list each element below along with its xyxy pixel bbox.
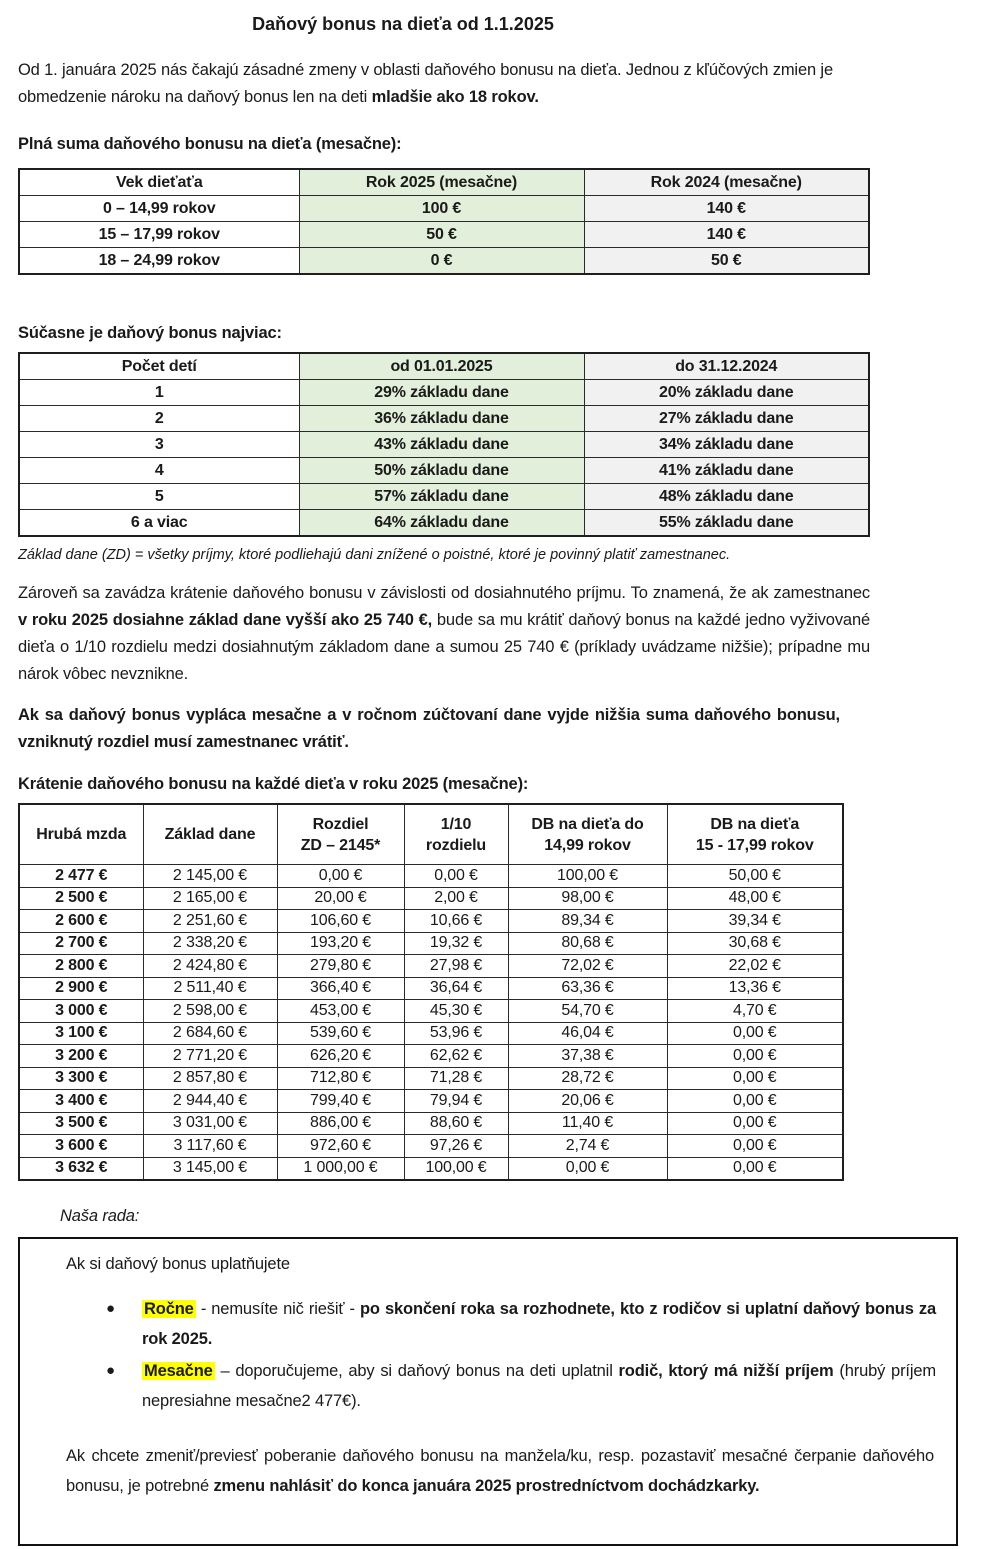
table-cell: 2 477 € bbox=[19, 865, 143, 888]
table-cell: 64% základu dane bbox=[299, 510, 584, 537]
list-item-yearly bbox=[106, 1294, 940, 1354]
table-cell: 48% základu dane bbox=[584, 484, 869, 510]
table-cell: 279,80 € bbox=[277, 955, 404, 978]
table-cell: 28,72 € bbox=[508, 1067, 667, 1090]
table-row bbox=[19, 380, 869, 406]
column-header-from-2025: od 01.01.2025 bbox=[299, 353, 584, 380]
table-cell: 100,00 € bbox=[404, 1157, 508, 1180]
table-cell: 0 € bbox=[299, 248, 584, 275]
table-row bbox=[19, 406, 869, 432]
table-row bbox=[19, 510, 869, 537]
table-cell: 63,36 € bbox=[508, 977, 667, 1000]
column-header-2024: Rok 2024 (mesačne) bbox=[584, 169, 869, 196]
table-cell: 71,28 € bbox=[404, 1067, 508, 1090]
table-cell: 3 000 € bbox=[19, 1000, 143, 1023]
tax-base-footnote: Základ dane (ZD) = všetky príjmy, ktoré podliehajú dani znížené o poistné, ktoré je povinný platiť zamestnanec. bbox=[18, 547, 731, 563]
reduction-paragraph bbox=[18, 580, 870, 688]
table-cell: 100 € bbox=[299, 196, 584, 222]
page-title: Daňový bonus na dieťa od 1.1.2025 bbox=[252, 14, 554, 34]
table-row bbox=[19, 222, 869, 248]
table-cell: 140 € bbox=[584, 196, 869, 222]
table-cell: 50,00 € bbox=[667, 865, 843, 888]
column-header-db-under-15: DB na dieťa do 14,99 rokov bbox=[508, 804, 667, 865]
table-cell: 46,04 € bbox=[508, 1022, 667, 1045]
bullet-monthly-text bbox=[142, 1356, 940, 1416]
table-cell: 57% základu dane bbox=[299, 484, 584, 510]
closing-bold-text: zmenu nahlásiť do konca januára 2025 prostredníctvom dochádzkarky. bbox=[213, 1477, 760, 1495]
table-cell: 39,34 € bbox=[667, 910, 843, 933]
table-cell: 37,38 € bbox=[508, 1045, 667, 1068]
column-header-difference: Rozdiel ZD – 2145* bbox=[277, 804, 404, 865]
table-cell: 712,80 € bbox=[277, 1067, 404, 1090]
table-row bbox=[19, 458, 869, 484]
intro-bold-text: mladšie ako 18 rokov. bbox=[371, 88, 539, 106]
table-cell: 53,96 € bbox=[404, 1022, 508, 1045]
table-cell: 27,98 € bbox=[404, 955, 508, 978]
max-bonus-table bbox=[18, 352, 870, 537]
column-header-db-15-17: DB na dieťa 15 - 17,99 rokov bbox=[667, 804, 843, 865]
advice-label: Naša rada: bbox=[60, 1207, 140, 1225]
table-row bbox=[19, 1135, 843, 1158]
table-cell: 2 944,40 € bbox=[143, 1090, 277, 1113]
highlight-yearly: Ročne bbox=[144, 1300, 194, 1318]
bullet-yearly-regular: - nemusíte nič riešiť - bbox=[195, 1300, 360, 1318]
table-cell: 1 000,00 € bbox=[277, 1157, 404, 1180]
table-cell: 3 600 € bbox=[19, 1135, 143, 1158]
table-cell: 0,00 € bbox=[667, 1067, 843, 1090]
table-cell: 41% základu dane bbox=[584, 458, 869, 484]
table-cell: 89,34 € bbox=[508, 910, 667, 933]
full-bonus-table bbox=[18, 168, 870, 275]
table-cell: 97,26 € bbox=[404, 1135, 508, 1158]
bullet-yearly-bold: po skončení roka sa rozhodnete, kto z rodičov si uplatní daňový bonus za rok 2025. bbox=[142, 1300, 936, 1348]
table-cell: 3 117,60 € bbox=[143, 1135, 277, 1158]
table-cell: 36% základu dane bbox=[299, 406, 584, 432]
table-row bbox=[19, 955, 843, 978]
table-row bbox=[19, 932, 843, 955]
closing-text: Ak chcete zmeniť/previesť poberanie daňového bonusu na manžela/ku, resp. pozastaviť mesačné čerpanie daňového bonusu, je potrebné bbox=[66, 1447, 934, 1495]
table-cell: 79,94 € bbox=[404, 1090, 508, 1113]
table-header-row bbox=[19, 353, 869, 380]
table-cell: 15 – 17,99 rokov bbox=[19, 222, 299, 248]
table-cell: 2 900 € bbox=[19, 977, 143, 1000]
table-cell: 36,64 € bbox=[404, 977, 508, 1000]
table-row bbox=[19, 1067, 843, 1090]
reduction-table bbox=[18, 803, 844, 1181]
table-cell: 2 145,00 € bbox=[143, 865, 277, 888]
table-cell: 100,00 € bbox=[508, 865, 667, 888]
table-cell: 45,30 € bbox=[404, 1000, 508, 1023]
table-cell: 140 € bbox=[584, 222, 869, 248]
column-header-gross-wage: Hrubá mzda bbox=[19, 804, 143, 865]
table-cell: 55% základu dane bbox=[584, 510, 869, 537]
table-cell: 0,00 € bbox=[667, 1090, 843, 1113]
table-cell: 886,00 € bbox=[277, 1112, 404, 1135]
table-cell: 18 – 24,99 rokov bbox=[19, 248, 299, 275]
table-cell: 626,20 € bbox=[277, 1045, 404, 1068]
table-row bbox=[19, 1157, 843, 1180]
table-cell: 4 bbox=[19, 458, 299, 484]
bullet-monthly-regular: – doporučujeme, aby si daňový bonus na deti uplatnil bbox=[214, 1362, 619, 1380]
table-cell: 3 632 € bbox=[19, 1157, 143, 1180]
highlight-monthly: Mesačne bbox=[144, 1362, 213, 1380]
table-cell: 0,00 € bbox=[508, 1157, 667, 1180]
table-cell: 50 € bbox=[299, 222, 584, 248]
column-header-children-count: Počet detí bbox=[19, 353, 299, 380]
table-row bbox=[19, 887, 843, 910]
table-cell: 0,00 € bbox=[404, 865, 508, 888]
table-cell: 106,60 € bbox=[277, 910, 404, 933]
table-cell: 3 500 € bbox=[19, 1112, 143, 1135]
table-cell: 62,62 € bbox=[404, 1045, 508, 1068]
table-cell: 20,06 € bbox=[508, 1090, 667, 1113]
table-cell: 3 300 € bbox=[19, 1067, 143, 1090]
table-cell: 0,00 € bbox=[277, 865, 404, 888]
reduction-bold-text: v roku 2025 dosiahne základ dane vyšší ako 25 740 €, bbox=[18, 611, 433, 629]
table-cell: 2,74 € bbox=[508, 1135, 667, 1158]
table-cell: 2 771,20 € bbox=[143, 1045, 277, 1068]
table-cell: 0,00 € bbox=[667, 1135, 843, 1158]
table-row bbox=[19, 977, 843, 1000]
table-row bbox=[19, 484, 869, 510]
table-cell: 799,40 € bbox=[277, 1090, 404, 1113]
table-cell: 3 100 € bbox=[19, 1022, 143, 1045]
table-cell: 43% základu dane bbox=[299, 432, 584, 458]
intro-paragraph bbox=[18, 57, 898, 111]
table-cell: 3 bbox=[19, 432, 299, 458]
list-item-monthly bbox=[106, 1356, 940, 1416]
bullet-yearly-text bbox=[142, 1294, 940, 1354]
column-header-2025: Rok 2025 (mesačne) bbox=[299, 169, 584, 196]
bullet-monthly-bold: rodič, ktorý má nižší príjem bbox=[618, 1362, 834, 1380]
table-cell: 2 424,80 € bbox=[143, 955, 277, 978]
column-header-tax-base: Základ dane bbox=[143, 804, 277, 865]
table-cell: 13,36 € bbox=[667, 977, 843, 1000]
table-cell: 2 251,60 € bbox=[143, 910, 277, 933]
table-row bbox=[19, 1000, 843, 1023]
table-row bbox=[19, 1045, 843, 1068]
table-cell: 22,02 € bbox=[667, 955, 843, 978]
table-cell: 80,68 € bbox=[508, 932, 667, 955]
column-header-age: Vek dieťaťa bbox=[19, 169, 299, 196]
table-cell: 193,20 € bbox=[277, 932, 404, 955]
repayment-warning-paragraph: Ak sa daňový bonus vypláca mesačne a v ročnom zúčtovaní dane vyjde nižšia suma daňového bonusu, vzniknutý rozdiel musí zamestnanec vrátiť. bbox=[18, 706, 840, 751]
advice-box bbox=[18, 1237, 958, 1546]
table-cell: 10,66 € bbox=[404, 910, 508, 933]
table-cell: 2 684,60 € bbox=[143, 1022, 277, 1045]
table-cell: 366,40 € bbox=[277, 977, 404, 1000]
advice-intro: Ak si daňový bonus uplatňujete bbox=[66, 1255, 290, 1273]
table-cell: 0,00 € bbox=[667, 1045, 843, 1068]
table-row bbox=[19, 432, 869, 458]
table-cell: 29% základu dane bbox=[299, 380, 584, 406]
table-cell: 6 a viac bbox=[19, 510, 299, 537]
table-cell: 972,60 € bbox=[277, 1135, 404, 1158]
table-cell: 539,60 € bbox=[277, 1022, 404, 1045]
table-cell: 48,00 € bbox=[667, 887, 843, 910]
table-cell: 0,00 € bbox=[667, 1157, 843, 1180]
table-cell: 3 145,00 € bbox=[143, 1157, 277, 1180]
table-header-row bbox=[19, 804, 843, 865]
table-cell: 5 bbox=[19, 484, 299, 510]
table-cell: 50 € bbox=[584, 248, 869, 275]
table-cell: 3 400 € bbox=[19, 1090, 143, 1113]
table-cell: 19,32 € bbox=[404, 932, 508, 955]
table-cell: 453,00 € bbox=[277, 1000, 404, 1023]
table-cell: 30,68 € bbox=[667, 932, 843, 955]
bullet-icon: ● bbox=[106, 1300, 115, 1317]
table-cell: 11,40 € bbox=[508, 1112, 667, 1135]
table-cell: 2 500 € bbox=[19, 887, 143, 910]
table-cell: 34% základu dane bbox=[584, 432, 869, 458]
table-cell: 54,70 € bbox=[508, 1000, 667, 1023]
column-header-tenth: 1/10 rozdielu bbox=[404, 804, 508, 865]
table-cell: 2 511,40 € bbox=[143, 977, 277, 1000]
reduction-text-1: Zároveň sa zavádza krátenie daňového bonusu v závislosti od dosiahnutého príjmu. To znamená, že ak zamestnanec bbox=[18, 584, 870, 602]
table-cell: 2,00 € bbox=[404, 887, 508, 910]
table-cell: 2 600 € bbox=[19, 910, 143, 933]
table-row bbox=[19, 910, 843, 933]
table-row bbox=[19, 248, 869, 275]
advice-closing-paragraph bbox=[66, 1441, 940, 1501]
section1-heading: Plná suma daňového bonusu na dieťa (mesačne): bbox=[18, 135, 402, 153]
table-cell: 20% základu dane bbox=[584, 380, 869, 406]
table-cell: 2 800 € bbox=[19, 955, 143, 978]
column-header-until-2024: do 31.12.2024 bbox=[584, 353, 869, 380]
table-row bbox=[19, 1022, 843, 1045]
table-cell: 2 598,00 € bbox=[143, 1000, 277, 1023]
table-cell: 2 bbox=[19, 406, 299, 432]
table-cell: 3 031,00 € bbox=[143, 1112, 277, 1135]
intro-text: Od 1. januára 2025 nás čakajú zásadné zmeny v oblasti daňového bonusu na dieťa. Jednou z kľúčových zmien je obmedzenie nároku na daňový bonus len na deti bbox=[18, 61, 833, 106]
bullet-monthly-regular-2: (hrubý príjem nepresiahne mesačne2 477€). bbox=[142, 1362, 936, 1410]
table-cell: 98,00 € bbox=[508, 887, 667, 910]
table-cell: 0,00 € bbox=[667, 1022, 843, 1045]
table-cell: 2 700 € bbox=[19, 932, 143, 955]
table-cell: 20,00 € bbox=[277, 887, 404, 910]
table-cell: 72,02 € bbox=[508, 955, 667, 978]
table-cell: 2 338,20 € bbox=[143, 932, 277, 955]
table-row bbox=[19, 1112, 843, 1135]
table-cell: 3 200 € bbox=[19, 1045, 143, 1068]
section2-heading: Súčasne je daňový bonus najviac: bbox=[18, 324, 282, 342]
table-cell: 0 – 14,99 rokov bbox=[19, 196, 299, 222]
table-row bbox=[19, 196, 869, 222]
table-cell: 0,00 € bbox=[667, 1112, 843, 1135]
table-header-row bbox=[19, 169, 869, 196]
reduction-text-2: bude sa mu krátiť daňový bonus na každé jedno vyživované dieťa o 1/10 rozdielu medzi dosiahnutým základom dane a sumou 25 740 € (príklady uvádzame nižšie); prípadne mu nárok vôbec nevznikne. bbox=[18, 611, 870, 683]
table-cell: 2 165,00 € bbox=[143, 887, 277, 910]
table-cell: 27% základu dane bbox=[584, 406, 869, 432]
table-cell: 88,60 € bbox=[404, 1112, 508, 1135]
table-cell: 50% základu dane bbox=[299, 458, 584, 484]
bullet-icon: ● bbox=[106, 1362, 115, 1379]
section3-heading: Krátenie daňového bonusu na každé dieťa v roku 2025 (mesačne): bbox=[18, 775, 529, 793]
table-cell: 1 bbox=[19, 380, 299, 406]
table-row bbox=[19, 865, 843, 888]
table-row bbox=[19, 1090, 843, 1113]
table-cell: 2 857,80 € bbox=[143, 1067, 277, 1090]
table-cell: 4,70 € bbox=[667, 1000, 843, 1023]
